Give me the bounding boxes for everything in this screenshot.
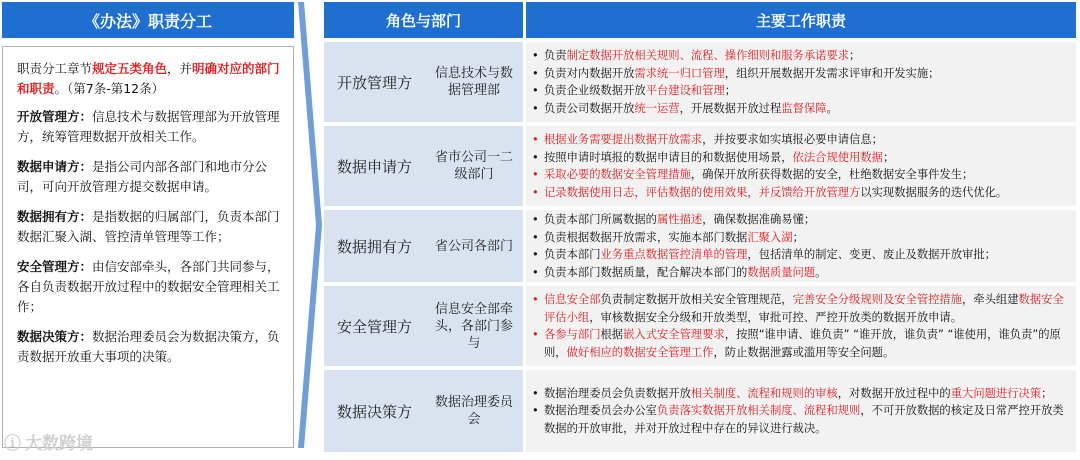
duties-cell xyxy=(526,126,1076,206)
role-term: 开放管理方： xyxy=(17,109,93,124)
duty-seg: ，不可开放数据的核定及日常严控开放类数据的开放审批，并对开放过程中存在的异议进行裁决。 xyxy=(544,404,1064,435)
bullet-icon: • xyxy=(532,293,539,306)
role-name-cell: 数据决策方 xyxy=(324,370,425,452)
duty-highlight: 采取必要的数据安全管理措施 xyxy=(544,168,691,181)
role-desc-open-manager xyxy=(17,107,283,147)
duty-item xyxy=(532,385,1072,403)
duty-item xyxy=(532,184,1072,202)
bullet-icon: • xyxy=(532,150,539,164)
duty-text xyxy=(544,291,1072,326)
department-cell: 信息技术与数据管理部 xyxy=(425,42,523,122)
duty-seg: 。 xyxy=(826,101,838,115)
duty-seg: ； xyxy=(882,150,895,164)
duty-item xyxy=(532,166,1072,184)
duty-item xyxy=(532,264,1072,282)
duty-highlight: 重大问题进行决策 xyxy=(950,386,1042,400)
role-desc-security xyxy=(17,257,283,317)
duty-seg: 数据治理委员会办公室 xyxy=(544,404,657,418)
duty-highlight: 记录数据使用日志，评估数据的使用效果，并反馈给开放管理方 xyxy=(544,185,861,199)
duties-cell xyxy=(526,370,1076,452)
duty-seg: 按照申请时填报的数据申请目的和数据使用场景， xyxy=(544,150,793,164)
duty-seg: ，确保数据准确易懂； xyxy=(702,213,816,226)
role-text: 由信安部牵头，各部门共同参与，各自负责数据开放过程中的数据安全管理相关工作； xyxy=(17,259,280,314)
duty-seg: ，按照“谁申请、谁负责” “谁开放，谁负责” “谁使用，谁负责”的原则， xyxy=(544,328,1061,359)
duty-seg: 负责制定数据开放相关安全管理规范， xyxy=(600,293,793,306)
duty-text xyxy=(544,385,1052,403)
duty-seg: ，牵头组建 xyxy=(962,293,1019,306)
duties-cell xyxy=(526,42,1076,122)
bullet-icon: • xyxy=(532,101,539,115)
table-row xyxy=(324,126,1076,206)
duty-highlight: 完善安全分级规则及安全管控措施 xyxy=(792,293,963,306)
intro-seg: ，并 xyxy=(167,61,193,76)
duty-text xyxy=(544,211,815,229)
role-name-cell: 安全管理方 xyxy=(324,286,425,366)
duty-seg: ； xyxy=(849,49,861,62)
duty-item xyxy=(532,47,1072,65)
duty-highlight: 监督保障 xyxy=(781,101,827,115)
duty-text xyxy=(544,402,1072,437)
duty-seg: ，对数据开放过程中的 xyxy=(837,386,951,400)
duty-highlight: 各参与部门 xyxy=(544,328,601,341)
duty-seg: 负责本部门 xyxy=(544,248,601,261)
duty-seg: ，审核数据安全分级和开放类型，审批可控、严控开放类的数据开放申请。 xyxy=(589,310,963,324)
duty-seg: 根据 xyxy=(600,328,624,341)
bullet-icon: • xyxy=(532,265,539,279)
duty-seg: 负责对内数据开放 xyxy=(544,66,635,80)
duty-seg: 数据治理委员会负责数据开放 xyxy=(544,386,691,400)
duty-seg: 负责根据数据开放需求，实施本部门数据 xyxy=(544,230,748,244)
duty-text xyxy=(544,326,1072,361)
table-row xyxy=(324,286,1076,366)
duty-item xyxy=(532,82,1072,100)
duty-text xyxy=(544,166,973,184)
department-cell: 省公司各部门 xyxy=(425,210,523,282)
duty-highlight: 数据安全评估小组 xyxy=(544,293,1064,324)
duty-item xyxy=(532,291,1072,326)
duty-text xyxy=(544,264,826,282)
bullet-icon: • xyxy=(532,404,539,418)
duty-seg: ； xyxy=(1041,386,1053,400)
bullet-icon: • xyxy=(532,230,539,244)
role-text: 是指数据的归属部门，负责本部门数据汇聚入湖、管控清单管理等工作； xyxy=(17,209,280,244)
duty-highlight: 做好相应的数据安全管理工作 xyxy=(566,345,714,359)
duty-highlight: 根据业务需要提出数据开放需求 xyxy=(544,133,703,146)
duty-highlight: 制定数据开放相关规则、流程、操作细则和服务承诺要求 xyxy=(566,49,850,62)
header-role-dept: 角色与部门 xyxy=(324,2,523,38)
duty-text xyxy=(544,149,894,167)
duty-seg: 负责本部门数据质量，配合解决本部门的 xyxy=(544,265,748,279)
table-row xyxy=(324,210,1076,282)
duty-highlight: 负责落实数据开放相关制度、流程和规则 xyxy=(656,404,861,418)
bullet-icon: • xyxy=(532,185,539,199)
role-name-cell: 数据申请方 xyxy=(324,126,425,206)
duty-highlight: 需求统一归口管理 xyxy=(634,66,725,80)
role-term: 数据拥有方： xyxy=(17,209,93,224)
duty-seg: 以实现数据服务的迭代优化。 xyxy=(860,185,1008,199)
left-panel-title: 《办法》职责分工 xyxy=(2,2,294,38)
intro-seg: 。（第7条-第12条） xyxy=(54,81,165,96)
duty-text xyxy=(544,246,996,264)
duty-item xyxy=(532,211,1072,229)
role-text: 数据治理委员会为数据决策方，负责数据开放重大事项的决策。 xyxy=(17,329,280,364)
watermark-icon: ⓘ xyxy=(4,433,21,454)
duty-item xyxy=(532,131,1072,149)
chevron-right-arrow-icon xyxy=(298,2,324,448)
role-desc-owner xyxy=(17,207,283,247)
duty-highlight: 属性描述 xyxy=(656,213,703,226)
role-name-cell: 数据拥有方 xyxy=(324,210,425,282)
duty-seg: ； xyxy=(792,230,804,244)
duty-text xyxy=(544,131,883,149)
table-row xyxy=(324,370,1076,452)
role-term: 数据决策方： xyxy=(17,329,93,344)
role-name-cell: 开放管理方 xyxy=(324,42,425,122)
watermark-text: 大数跨境 xyxy=(25,433,93,454)
duty-seg: ； xyxy=(724,84,737,97)
duty-highlight: 汇聚入湖 xyxy=(747,230,793,244)
duty-highlight: 业务重点数据管控清单的管理 xyxy=(600,248,748,261)
duty-seg: 负责公司数据开放 xyxy=(544,101,635,115)
duty-item xyxy=(532,402,1072,437)
duty-highlight: 嵌入式安全管理要求 xyxy=(623,328,725,341)
duty-seg: ，并按要求如实填报必要申请信息； xyxy=(702,133,883,146)
duty-text xyxy=(544,65,939,83)
duty-seg: ，防止数据泄露或滥用等安全问题。 xyxy=(713,345,895,359)
duty-item xyxy=(532,326,1072,361)
intro-highlight: 明确对应的部门和职责 xyxy=(17,61,280,96)
bullet-icon: • xyxy=(532,386,539,400)
duty-seg: 负责 xyxy=(544,49,567,62)
duty-seg: ，确保开放所获得数据的安全，杜绝数据安全事件发生； xyxy=(690,168,974,181)
role-text: 信息技术与数据管理部为开放管理方，统筹管理数据开放相关工作。 xyxy=(17,109,280,144)
bullet-icon: • xyxy=(532,66,539,80)
duty-highlight: 相关制度、流程和规则的审核 xyxy=(690,386,838,400)
department-cell: 信息安全部牵头，各部门参与 xyxy=(425,286,523,366)
watermark-logo xyxy=(4,426,144,456)
duty-highlight: 统一运营 xyxy=(634,101,680,115)
role-text: 是指公司内部各部门和地市分公司，可向开放管理方提交数据申请。 xyxy=(17,159,268,194)
duty-item xyxy=(532,149,1072,167)
duty-seg: ，开展数据开放过程 xyxy=(679,101,782,115)
role-desc-applicant xyxy=(17,157,283,197)
bullet-icon: • xyxy=(532,168,539,181)
duty-highlight: 信息安全部 xyxy=(544,293,601,306)
intro-seg: 职责分工章节 xyxy=(17,61,93,76)
role-desc-decision xyxy=(17,327,283,367)
role-term: 安全管理方： xyxy=(17,259,93,274)
duty-item xyxy=(532,65,1072,83)
table-row xyxy=(324,42,1076,122)
bullet-icon: • xyxy=(532,328,539,341)
duty-seg: 负责本部门所属数据的 xyxy=(544,213,657,226)
bullet-icon: • xyxy=(532,133,539,146)
duties-cell xyxy=(526,210,1076,282)
duty-seg: ，组织开展数据开发需求评审和开发实施； xyxy=(724,66,940,80)
duty-text xyxy=(544,229,804,247)
duty-text xyxy=(544,184,1007,202)
duty-item xyxy=(532,246,1072,264)
department-cell: 数据治理委员会 xyxy=(425,370,523,452)
duty-seg: ，包括清单的制定、变更、废止及数据开放审批； xyxy=(747,248,996,261)
duty-text xyxy=(544,82,736,100)
bullet-icon: • xyxy=(532,213,539,226)
duty-highlight: 平台建设和管理 xyxy=(645,84,725,97)
duty-text xyxy=(544,100,838,118)
table-header xyxy=(324,2,1076,38)
roles-table xyxy=(324,2,1076,452)
duty-text xyxy=(544,47,860,65)
duty-item xyxy=(532,100,1072,118)
duty-highlight: 数据质量问题 xyxy=(747,265,816,279)
duty-seg: 负责企业级数据开放 xyxy=(544,84,646,97)
left-panel xyxy=(2,46,294,448)
duty-seg: 。 xyxy=(815,265,827,279)
role-term: 数据申请方： xyxy=(17,159,93,174)
intro-highlight: 规定五类角色 xyxy=(92,61,168,76)
bullet-icon: • xyxy=(532,248,539,261)
department-cell: 省市公司一二级部门 xyxy=(425,126,523,206)
duties-cell xyxy=(526,286,1076,366)
intro-text xyxy=(17,59,283,99)
duty-highlight: 依法合规使用数据 xyxy=(792,150,883,164)
bullet-icon: • xyxy=(532,49,539,62)
duty-item xyxy=(532,229,1072,247)
bullet-icon: • xyxy=(532,84,539,97)
header-duties: 主要工作职责 xyxy=(526,2,1076,38)
